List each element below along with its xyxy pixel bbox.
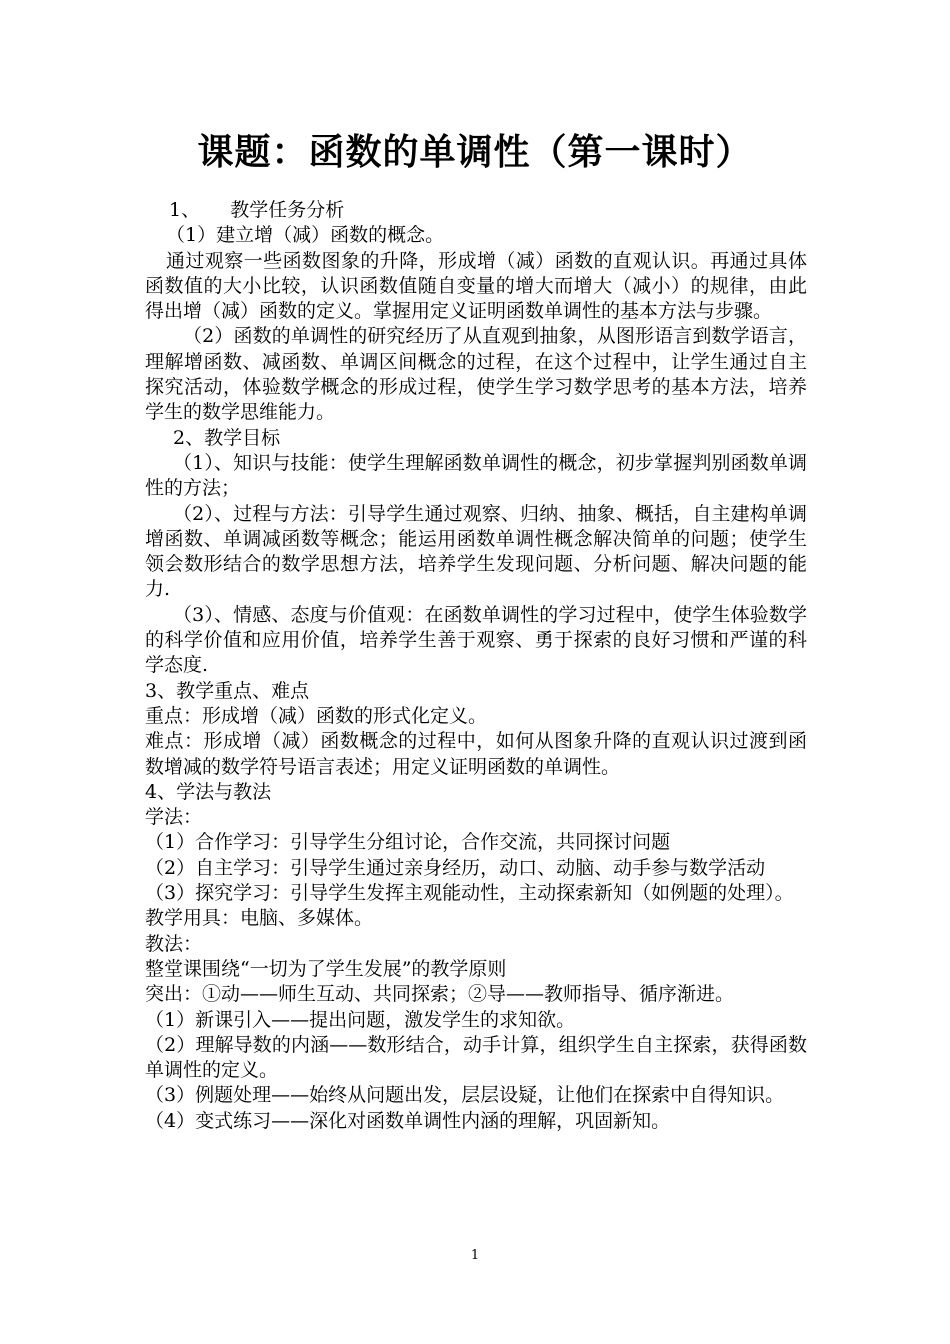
teaching-highlight: 突出：①动——师生互动、共同探索；②导——教师指导、循序渐进。 (145, 983, 735, 1006)
subheading-concept: （1）建立增（减）函数的概念。 (166, 224, 445, 247)
teaching-principle: 整堂课围绕“一切为了学生发展”的教学原则 (145, 957, 507, 980)
goal-knowledge: （1）、知识与技能：使学生理解函数单调性的概念，初步掌握判别函数单调性的方法； (145, 451, 807, 500)
learning-method-3: （3）探究学习：引导学生发挥主观能动性，主动探索新知（如例题的处理）。 (145, 882, 794, 905)
teaching-method-label: 教法： (145, 932, 203, 955)
section-heading-3: 3、教学重点、难点 (145, 679, 310, 702)
document-title: 课题：函数的单调性（第一课时） (197, 131, 753, 173)
goal-attitude: （3）、情感、态度与价值观：在函数单调性的学习过程中，使学生体验数学的科学价值和应用价值，培养学生善于观察、勇于探索的良好习惯和严谨的科学态度. (145, 603, 807, 677)
teaching-tools: 教学用具：电脑、多媒体。 (145, 907, 374, 930)
paragraph-observation: 通过观察一些函数图象的升降，形成增（减）函数的直观认识。再通过具体函数值的大小比较，认识函数值随自变量的增大而增大（减小）的规律，由此得出增（减）函数的定义。掌握用定义证明函数单调性的基本方法与步骤。 (145, 249, 807, 323)
goal-process: （2）、过程与方法：引导学生通过观察、归纳、抽象、概括，自主建构单调增函数、单调减函数等概念；能运用函数单调性概念解决简单的问题；使学生领会数形结合的数学思想方法，培养学生发现问题、分析问题、解决问题的能力. (145, 502, 807, 601)
learning-method-label: 学法： (145, 806, 203, 829)
difficult-point: 难点：形成增（减）函数概念的过程中，如何从图象升降的直观认识过渡到函数增减的数学符号语言表述；用定义证明函数的单调性。 (145, 730, 807, 778)
section-heading-2: 2、教学目标 (173, 426, 281, 449)
learning-method-1: （1）合作学习：引导学生分组讨论，合作交流，共同探讨问题 (145, 831, 671, 854)
teaching-step-3: （3）例题处理——始终从问题出发，层层设疑，让他们在探索中自得知识。 (145, 1084, 785, 1107)
page-number: 1 (470, 1248, 480, 1263)
teaching-step-2: （2）理解导数的内涵——数形结合，动手计算，组织学生自主探索，获得函数单调性的定义。 (145, 1033, 807, 1082)
learning-method-2: （2）自主学习：引导学生通过亲身经历，动口、动脑、动手参与数学活动 (145, 856, 766, 879)
teaching-step-4: （4）变式练习——深化对函数单调性内涵的理解，巩固新知。 (145, 1109, 671, 1132)
paragraph-monotonicity-study: （2）函数的单调性的研究经历了从直观到抽象，从图形语言到数学语言，理解增函数、减函数、单调区间概念的过程，在这个过程中，让学生通过自主探究活动，体验数学概念的形成过程，使学生学习数学思考的基本方法，培养学生的数学思维能力。 (145, 325, 807, 424)
section-heading-4: 4、学法与教法 (145, 780, 272, 803)
teaching-step-1: （1）新课引入——提出问题，激发学生的求知欲。 (145, 1008, 576, 1031)
key-point: 重点：形成增（减）函数的形式化定义。 (145, 704, 488, 727)
document-body (145, 198, 807, 1134)
section-heading-1: 1、 教学任务分析 (169, 199, 345, 221)
